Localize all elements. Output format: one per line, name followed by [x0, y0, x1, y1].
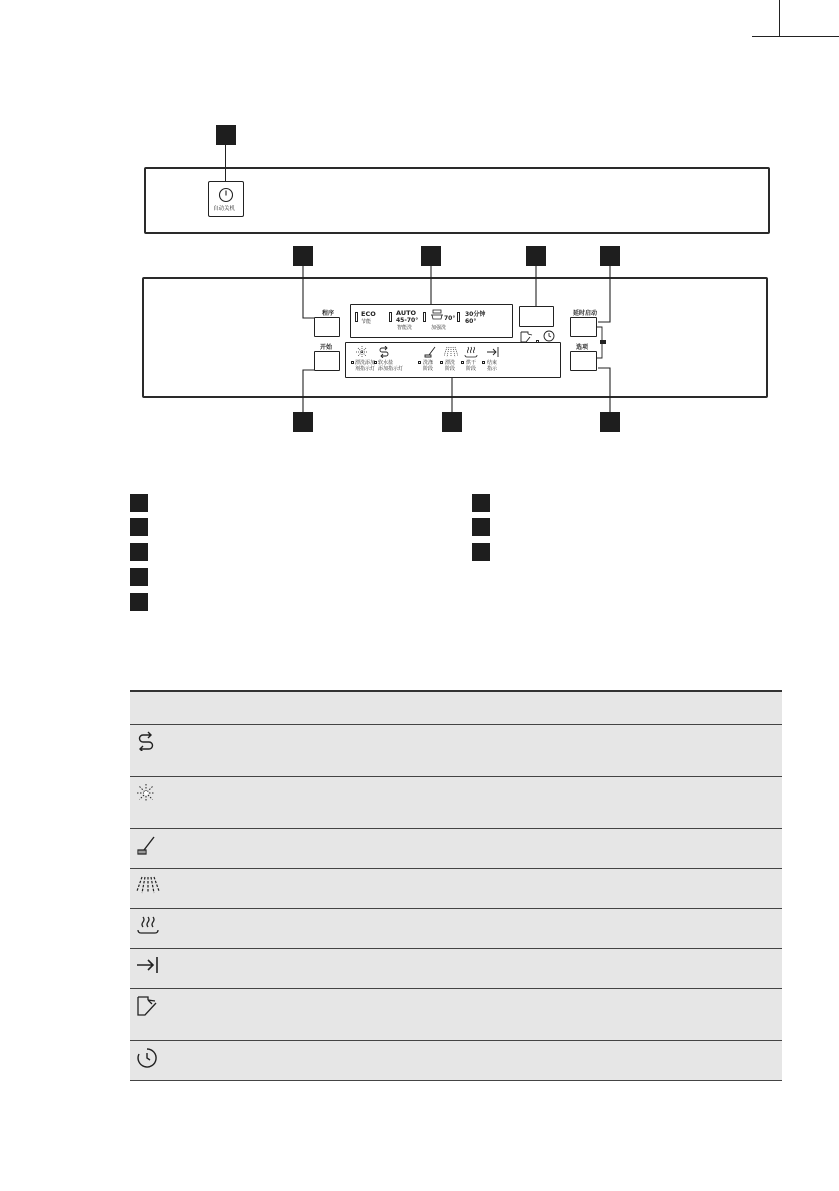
rinse-icon	[136, 875, 160, 895]
table-row	[130, 725, 782, 777]
table-header-symbol	[130, 691, 166, 725]
rinse-icon	[444, 346, 458, 358]
legend-marker-2	[130, 518, 148, 536]
program-intensive-line1: 70°	[444, 315, 456, 322]
drying-icon	[464, 346, 478, 358]
program-led-quick	[457, 312, 460, 322]
drying-line2: 阶段	[466, 366, 477, 372]
program-eco-line2: 节能	[361, 319, 372, 325]
prewash-led	[418, 361, 421, 364]
drying-icon	[136, 915, 160, 935]
callout-marker-7	[442, 412, 462, 432]
program-selector	[350, 304, 513, 338]
program-quick-line1: 30分钟	[465, 311, 486, 318]
legend-marker-3	[130, 543, 148, 561]
drying-line1: 烘干	[466, 360, 477, 366]
rinse-line1: 漂洗	[445, 360, 456, 366]
table-header-row	[130, 691, 782, 725]
prewash-line2: 阶段	[423, 366, 434, 372]
prewash-icon	[424, 346, 436, 358]
table-row	[130, 949, 782, 989]
symbols-table	[130, 690, 782, 1081]
program-button-label: 程序	[322, 310, 335, 317]
prewash-line1: 洗涤	[423, 360, 434, 366]
salt-icon	[378, 346, 390, 358]
callout-lines	[0, 0, 839, 460]
rinse-aid-icon	[136, 783, 156, 803]
legend-marker-6	[472, 494, 490, 512]
table-cell-text	[166, 949, 782, 989]
legend-marker-7	[472, 518, 490, 536]
table-row	[130, 829, 782, 869]
drying-led	[461, 361, 464, 364]
callout-marker-6	[293, 412, 313, 432]
table-cell-text	[166, 869, 782, 909]
legend-marker-1	[130, 494, 148, 512]
table-row	[130, 777, 782, 829]
table-row	[130, 909, 782, 949]
table-cell-text	[166, 777, 782, 829]
rinse-line2: 阶段	[445, 366, 456, 372]
indicator-strip	[345, 342, 561, 378]
rinse-aid-line1: 漂洗添加	[355, 360, 376, 366]
legend-marker-5	[130, 593, 148, 611]
prewash-icon	[136, 835, 156, 855]
program-led-auto	[389, 312, 392, 322]
delay-icon	[136, 1047, 158, 1069]
door-icon	[136, 995, 160, 1017]
program-auto-line2: 45-70°	[396, 317, 419, 324]
option-button[interactable]	[570, 351, 597, 371]
program-auto-line3: 智能洗	[397, 325, 413, 331]
end-line2: 指示	[487, 366, 498, 372]
rinse-aid-led	[351, 361, 354, 364]
delay-start-button-label: 延时启动	[573, 310, 598, 317]
delay-start-button[interactable]	[570, 317, 597, 337]
table-cell-text	[166, 725, 782, 777]
rinse-aid-line2: 剂指示灯	[355, 366, 376, 372]
end-icon	[136, 955, 160, 975]
end-line1: 结束	[487, 360, 498, 366]
pots-icon	[430, 309, 444, 321]
option-button-label: 选项	[576, 344, 589, 351]
power-button-label: 自动关机	[213, 206, 236, 212]
table-row	[130, 989, 782, 1041]
program-button[interactable]	[314, 317, 340, 337]
legend-marker-4	[130, 568, 148, 586]
salt-line1: 软水盐	[378, 360, 394, 366]
program-led-eco	[355, 312, 358, 322]
program-intensive-line2: 加强洗	[431, 325, 447, 331]
start-button[interactable]	[314, 351, 340, 371]
start-button-label: 开始	[320, 344, 333, 351]
rinse-aid-icon	[356, 346, 368, 358]
table-row	[130, 1041, 782, 1081]
table-cell-text	[166, 1041, 782, 1081]
program-quick-line2: 60°	[465, 318, 477, 325]
rinse-led	[440, 361, 443, 364]
table-header-description	[166, 691, 782, 725]
table-cell-text	[166, 989, 782, 1041]
salt-line2: 添加指示灯	[378, 366, 404, 372]
program-auto-line1: AUTO	[396, 309, 417, 317]
table-cell-text	[166, 909, 782, 949]
table-row	[130, 869, 782, 909]
end-led	[482, 361, 485, 364]
end-icon	[486, 346, 500, 358]
delay-icon	[543, 330, 555, 342]
table-cell-text	[166, 829, 782, 869]
salt-icon	[136, 731, 156, 751]
salt-led	[374, 361, 377, 364]
program-eco-line1: ECO	[361, 310, 376, 318]
legend-marker-8	[472, 543, 490, 561]
digital-display	[519, 306, 554, 327]
callout-marker-8	[600, 412, 620, 432]
program-led-intensive	[423, 312, 426, 322]
